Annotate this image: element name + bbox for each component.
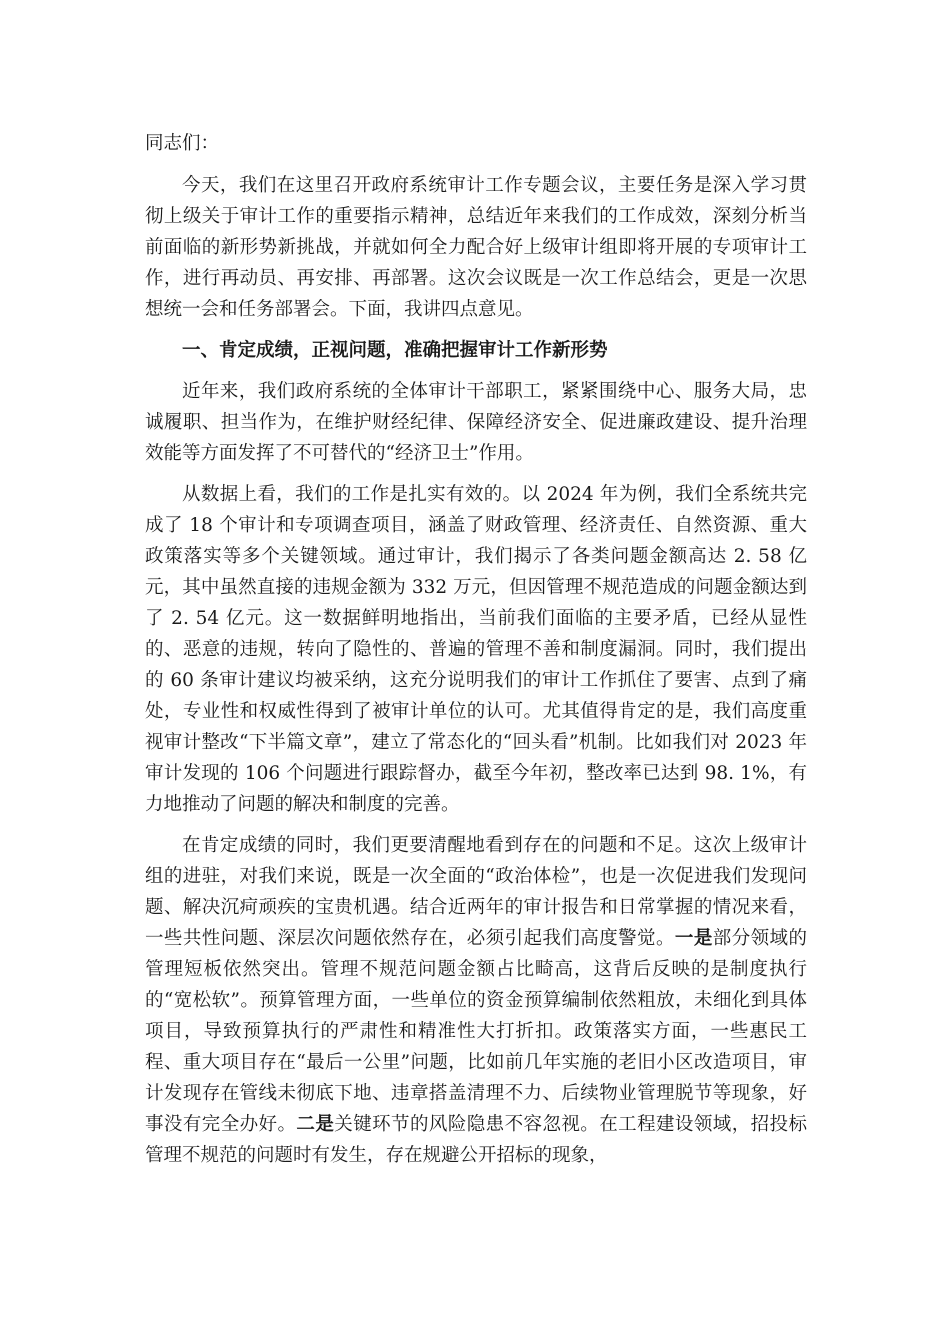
paragraph-opening: 今天，我们在这里召开政府系统审计工作专题会议，主要任务是深入学习贯彻上级关于审计工作的重要指示精神，总结近年来我们的工作成效，深刻分析当前面临的新形势新挑战，并就如何全力配合好上级审计组即将开展的专项审计工作，进行再动员、再安排、再部署。这次会议既是一次工作总结会，更是一次思想统一会和任务部署会。下面，我讲四点意见。 [145,175,807,320]
point-one-marker: 一是 [674,928,713,949]
paragraph-data: 从数据上看，我们的工作是扎实有效的。以 2024 年为例，我们全系统共完成了 18 个审计和专项调查项目，涵盖了财政管理、经济责任、自然资源、重大政策落实等多个关键领域。通过审计，我们揭示了各类问题金额高达 2. 58 亿元，其中虽然直接的违规金额为 332 万元，但因管理不规范造成的问题金额达到了 2. 54 亿元。这一数据鲜明地指出，当前我们面临的主要矛盾，已经从显性的、恶意的违规，转向了隐性的、普遍的管理不善和制度漏洞。同时，我们提出的 60 条审计建议均被采纳，这充分说明我们的审计工作抓住了要害、点到了痛处，专业性和权威性得到了被审计单位的认可。尤其值得肯定的是，我们高度重视审计整改“下半篇文章”，建立了常态化的“回头看”机制。比如我们对 2023 年审计发现的 106 个问题进行跟踪督办，截至今年初，整改率已达到 98. 1%，有力地推动了问题的解决和制度的完善。 [145,484,807,815]
paragraph-achievements: 近年来，我们政府系统的全体审计干部职工，紧紧围绕中心、服务大局，忠诚履职、担当作为，在维护财经纪律、保障经济安全、促进廉政建设、提升治理效能等方面发挥了不可替代的“经济卫士”作用。 [145,381,807,464]
section-heading-1: 一、肯定成绩，正视问题，准确把握审计工作新形势 [182,340,608,361]
point-two-marker: 二是 [296,1114,335,1135]
document-body [145,128,807,1171]
greeting: 同志们： [145,133,220,154]
point-two-text: 关键环节的风险隐患不容忽视。在工程建设领域，招投标管理不规范的问题时有发生，存在规避公开招标的现象， [145,1114,807,1166]
paragraph-problems [145,830,807,1171]
point-one-text: 部分领域的管理短板依然突出。管理不规范问题金额占比畸高，这背后反映的是制度执行的“宽松软”。预算管理方面，一些单位的资金预算编制依然粗放，未细化到具体项目，导致预算执行的严肃性和精准性大打折扣。政策落实方面，一些惠民工程、重大项目存在“最后一公里”问题，比如前几年实施的老旧小区改造项目，审计发现存在管线未彻底下地、违章搭盖清理不力、后续物业管理脱节等现象，好事没有完全办好。 [145,928,807,1135]
problems-intro-text: 在肯定成绩的同时，我们更要清醒地看到存在的问题和不足。这次上级审计组的进驻，对我们来说，既是一次全面的“政治体检”，也是一次促进我们发现问题、解决沉疴顽疾的宝贵机遇。结合近两年的审计报告和日常掌握的情况来看，一些共性问题、深层次问题依然存在，必须引起我们高度警觉。 [145,835,807,949]
